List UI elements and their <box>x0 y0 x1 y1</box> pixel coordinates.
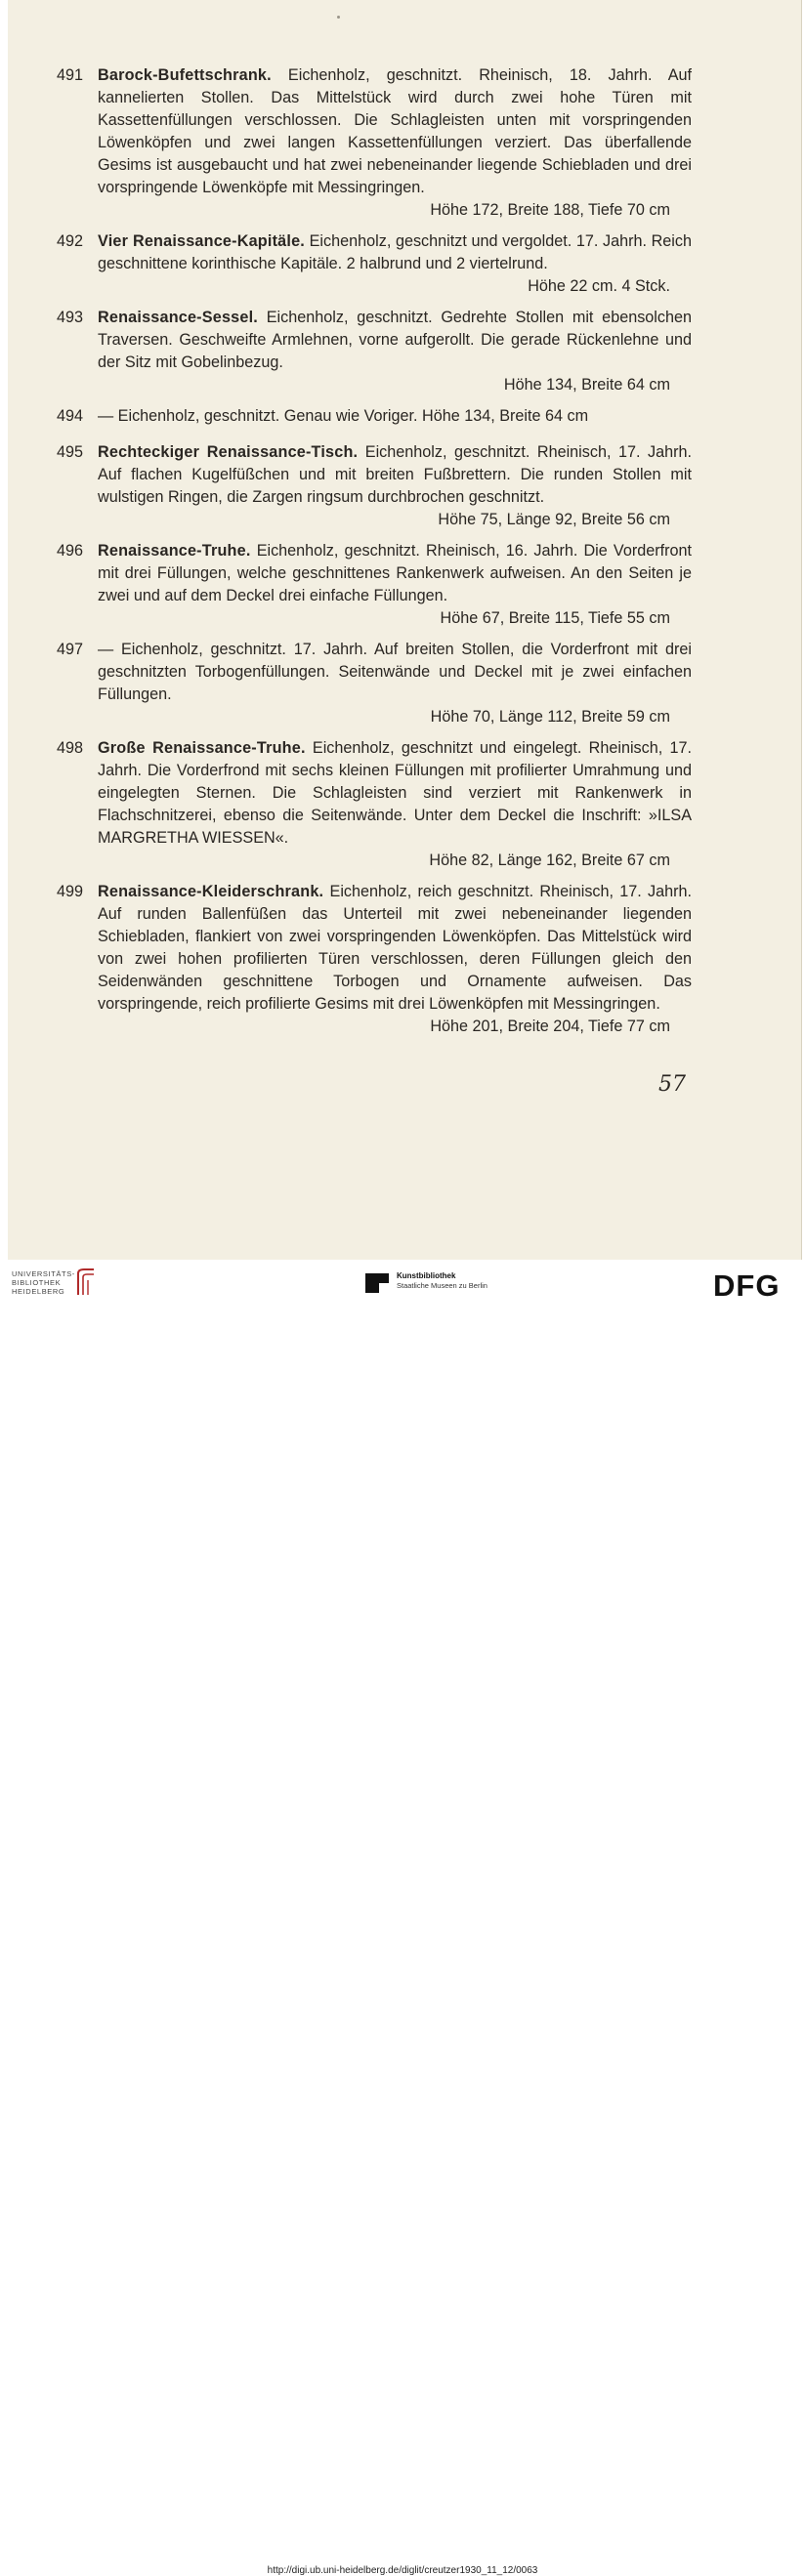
kb-line: Kunstbibliothek <box>397 1271 456 1280</box>
kunstbibliothek-icon <box>365 1273 389 1293</box>
entry-title: Große Renaissance-Truhe. <box>98 739 306 757</box>
entry-title: Renaissance-Kleiderschrank. <box>98 883 324 900</box>
footer-bar <box>0 1260 805 2576</box>
ub-logo-line: BIBLIOTHEK <box>12 1278 62 1287</box>
entry-title: Vier Renaissance-Kapitäle. <box>98 232 305 250</box>
entry-title: Rechteckiger Renaissance-Tisch. <box>98 443 359 461</box>
dfg-text: DFG <box>713 1269 781 1299</box>
entry-text: Eichenholz, geschnitzt. Rheinisch, 18. Jahrh. Auf kannelierten Stollen. Das Mittelstück wird durch zwei hohe Türen mit Kassettenfüllungen verschlossen. Die Schlagleisten unten mit vorspringenden Löwenköpfen und zwei langen Kassettenfüllungen verziert. Das überfallende Gesims ist ausgebaucht und hat zwei nebeneinander liegende Schiebladen und drei vorspringende Löwenköpfe mit Messingringen. <box>98 66 692 196</box>
entry-text: Eichenholz, geschnitzt. Rheinisch, 17. Jahrh. Auf flachen Kugelfüßchen und mit breiten Fußbrettern. Die runden Stollen mit wulstigen Ringen, die Zargen ringsum durchbrochen geschnitzt. <box>98 443 692 506</box>
dfg-logo[interactable] <box>713 1269 793 1299</box>
entry-number: 498 <box>57 739 84 757</box>
kunstbibliothek-logo[interactable] <box>365 1271 522 1297</box>
catalog-entry <box>57 64 692 222</box>
entry-text: — Eichenholz, geschnitzt. Genau wie Voriger. <box>98 407 418 425</box>
entry-number: 499 <box>57 883 84 900</box>
entry-dimensions: Höhe 22 cm. 4 Stck. <box>528 277 670 295</box>
entry-dimensions: Höhe 172, Breite 188, Tiefe 70 cm <box>430 201 670 219</box>
entry-number: 497 <box>57 641 84 658</box>
entry-number: 494 <box>57 407 84 425</box>
catalog-entry <box>57 540 692 630</box>
entry-dimensions: Höhe 75, Länge 92, Breite 56 cm <box>438 511 670 528</box>
ub-heidelberg-logo[interactable] <box>12 1269 75 1296</box>
source-url[interactable]: http://digi.ub.uni-heidelberg.de/diglit/creutzer1930_11_12/0063 <box>267 2565 538 2576</box>
entry-dimensions: Höhe 70, Länge 112, Breite 59 cm <box>430 708 670 726</box>
ub-logo-line: UNIVERSITÄTS- <box>12 1269 75 1278</box>
entry-dimensions: Höhe 67, Breite 115, Tiefe 55 cm <box>440 609 670 627</box>
catalog-entries <box>57 64 692 1047</box>
entry-title: Renaissance-Truhe. <box>98 542 251 560</box>
entry-number: 496 <box>57 542 84 560</box>
entry-title: Renaissance-Sessel. <box>98 309 258 326</box>
catalog-entry <box>57 441 692 531</box>
kb-line: Staatliche Museen zu Berlin <box>397 1281 487 1290</box>
entry-dimensions: Höhe 82, Länge 162, Breite 67 cm <box>429 852 670 869</box>
entry-text: Eichenholz, geschnitzt. Gedrehte Stollen mit ebensolchen Traversen. Geschweifte Armlehnen, vorne aufgerollt. Die gerade Rückenlehne und der Sitz mit Gobelinbezug. <box>98 309 692 371</box>
page-mark <box>337 16 340 19</box>
entry-title: Barock-Bufettschrank. <box>98 66 272 84</box>
entry-text: — Eichenholz, geschnitzt. 17. Jahrh. Auf breiten Stollen, die Vorderfront mit drei geschnitzten Torbogenfüllungen. Seitenwände und Deckel mit je zwei einfachen Füllungen. <box>98 641 692 703</box>
entry-dimensions: Höhe 134, Breite 64 cm <box>422 407 589 425</box>
catalog-entry <box>57 737 692 872</box>
entry-dimensions: Höhe 134, Breite 64 cm <box>503 376 670 394</box>
catalog-entry <box>57 307 692 396</box>
entry-number: 491 <box>57 66 84 84</box>
entry-dimensions: Höhe 201, Breite 204, Tiefe 77 cm <box>430 1018 670 1035</box>
ub-logo-line: HEIDELBERG <box>12 1287 65 1296</box>
catalog-entry <box>57 405 692 428</box>
catalog-entry <box>57 639 692 728</box>
entry-text: Eichenholz, reich geschnitzt. Rheinisch, 17. Jahrh. Auf runden Ballenfüßen das Unterteil mit zwei nebeneinander liegenden Schiebladen, flankiert von zwei vorspringenden Löwenköpfen. Das Mittelstück wird von zwei hohen profilierten Türen verschlossen, deren Füllungen gleich den Seidenwänden geschnittene Torbogen und Ornamente aufweisen. Das vorspringende, reich profilierte Gesims mit drei Löwenköpfen mit Messingringen. <box>98 883 693 1013</box>
entry-number: 493 <box>57 309 84 326</box>
entry-text: Eichenholz, geschnitzt und eingelegt. Rheinisch, 17. Jahrh. Die Vorderfrond mit sechs kleinen Füllungen mit profilierter Umrahmung und eingelegten Sternen. Die Schlagleisten sind verziert mit Rankenwerk in Flachschnitzerei, ebenso die Seitenwände. Unter dem Deckel die Inschrift: »ILSA MARGRETHA WIESSEN«. <box>98 739 692 847</box>
entry-text: Eichenholz, geschnitzt. Rheinisch, 16. Jahrh. Die Vorderfront mit drei Füllungen, welche geschnittenes Rankenwerk aufweisen. An den Seiten je zwei und auf dem Deckel drei einfache Füllungen. <box>98 542 693 604</box>
entry-text: Eichenholz, geschnitzt und vergoldet. 17. Jahrh. Reich geschnittene korinthische Kapitäle. 2 halbrund und 2 viertelrund. <box>98 232 692 272</box>
ub-emblem-icon <box>74 1267 98 1297</box>
entry-number: 492 <box>57 232 84 250</box>
entry-number: 495 <box>57 443 84 461</box>
catalog-entry <box>57 230 692 298</box>
page-number: 57 <box>658 1072 686 1097</box>
document-page <box>8 0 802 1260</box>
catalog-entry <box>57 881 692 1038</box>
